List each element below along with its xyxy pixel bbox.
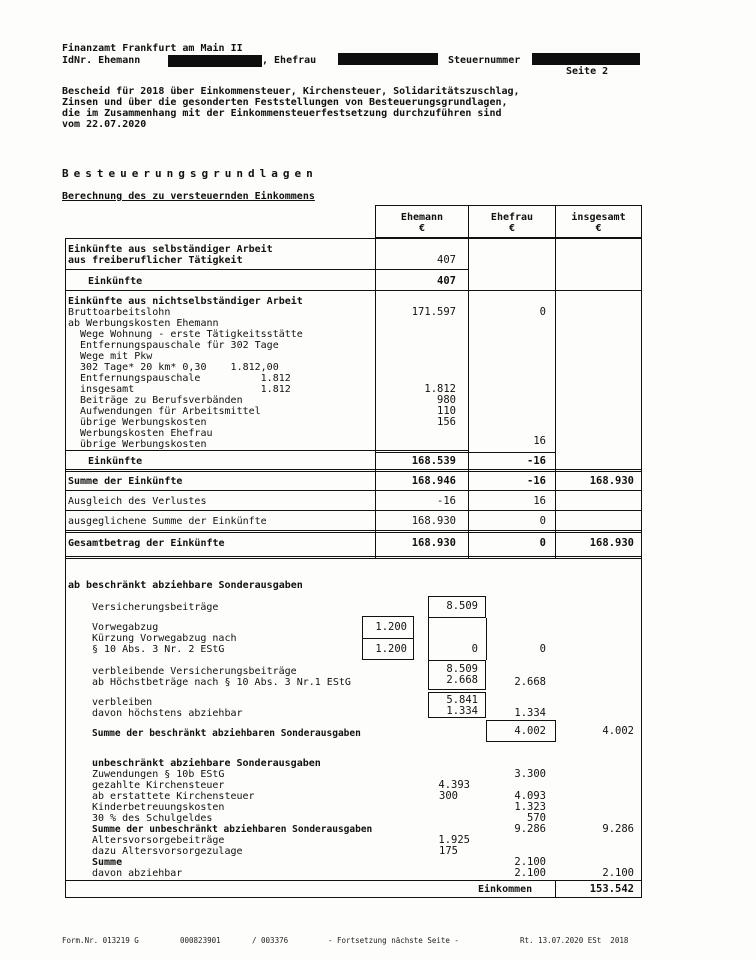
ehefrau-label: , Ehefrau xyxy=(262,55,317,66)
intro-line-4: vom 22.07.2020 xyxy=(62,119,147,130)
unbeschraenkt-line-5: Summe der unbeschränkt abziehbaren Sonderausgaben xyxy=(92,824,373,835)
kuerzung-ehefrau: 0 xyxy=(539,643,546,655)
vorwegabzug-value: 1.200 xyxy=(375,621,407,633)
sonder-title: ab beschränkt abziehbare Sonderausgaben xyxy=(68,580,303,591)
gesamtbetrag-insgesamt: 168.930 xyxy=(589,537,634,549)
selbst-sub: aus freiberuflicher Tätigkeit xyxy=(68,255,243,266)
ausgeglichen-ehefrau: 0 xyxy=(539,515,546,527)
nichtselbst-line-12: übrige Werbungskosten xyxy=(68,439,207,450)
tax-office-name: Finanzamt Frankfurt am Main II xyxy=(62,43,243,54)
unbeschraenkt-line-8: Summe xyxy=(92,857,123,868)
nichtselbst-line-3: Entfernungspauschale für 302 Tage xyxy=(68,340,279,351)
davon-hoechstens-label: davon höchstens abziehbar xyxy=(92,708,243,719)
nichtselbst-line-10: übrige Werbungskosten xyxy=(68,417,207,428)
footer-rt: Rt. 13.07.2020 ESt 2018 xyxy=(520,936,629,945)
steuernummer-label: Steuernummer xyxy=(448,55,521,66)
nichtselbst-line-4: Wege mit Pkw xyxy=(68,351,153,362)
footer-code-2: / 003376 xyxy=(252,936,289,945)
summe-beschraenkt-label: Summe der beschränkt abziehbaren Sonderausgaben xyxy=(92,728,361,739)
zuwendungen-value: 3.300 xyxy=(514,768,546,780)
kinderbetreuung-value: 1.323 xyxy=(514,801,546,813)
redacted-steuernummer xyxy=(532,53,640,65)
nichtselbst-line-7: insgesamt 1.812 xyxy=(68,384,291,395)
selbst-einkuenfte-label: Einkünfte xyxy=(88,276,143,287)
kuerzung-line-1: Kürzung Vorwegabzug nach xyxy=(92,633,237,644)
nichtselbst-title: Einkünfte aus nichtselbständiger Arbeit xyxy=(68,296,303,307)
unbeschraenkt-line-4: 30 % des Schulgeldes xyxy=(92,813,213,824)
altersvorsorge-zulage: 175 xyxy=(439,845,458,857)
unbeschraenkt-line-9: davon abziehbar xyxy=(92,868,183,879)
subsection-title: Berechnung des zu versteuernden Einkommens xyxy=(62,191,315,202)
unbeschraenkt-line-6: Altersvorsorgebeiträge xyxy=(92,835,225,846)
nichtselbst-einkuenfte-ehefrau: -16 xyxy=(527,455,546,467)
intro-line-2: Zinsen und über die gesonderten Feststellungen von Besteuerungsgrundlagen, xyxy=(62,97,508,108)
selbst-title: Einkünfte aus selbständiger Arbeit xyxy=(68,244,273,255)
gesamtbetrag-ehefrau: 0 xyxy=(539,537,546,549)
col-ehemann-currency: € xyxy=(418,223,426,234)
unbeschraenkt-line-7: dazu Altersvorsorgezulage xyxy=(92,846,243,857)
gesamtbetrag-ehemann: 168.930 xyxy=(411,537,456,549)
hoechst-ehefrau: 2.668 xyxy=(514,676,546,688)
col-insgesamt-currency: € xyxy=(595,223,602,234)
unbeschraenkt-line-0: Zuwendungen § 10b EStG xyxy=(92,769,225,780)
hoechst-label: ab Höchstbeträge nach § 10 Abs. 3 Nr.1 EStG xyxy=(92,677,351,688)
ausgleich-label: Ausgleich des Verlustes xyxy=(68,496,207,507)
col-insgesamt-label: insgesamt xyxy=(571,212,626,223)
uebrige-value: 156 xyxy=(437,416,456,428)
kirchensteuer-netto: 4.093 xyxy=(514,790,546,802)
verbleiben-label: verbleiben xyxy=(92,697,153,708)
gesamtbetrag-label: Gesamtbetrag der Einkünfte xyxy=(68,538,225,549)
davon-hoechstens-ehefrau: 1.334 xyxy=(514,707,546,719)
redacted-idnr-wife xyxy=(338,53,438,65)
verbleiben-value: 5.841 xyxy=(446,694,478,706)
nichtselbst-einkuenfte-label: Einkünfte xyxy=(88,456,143,467)
uebrige-ehefrau-value: 16 xyxy=(533,435,546,447)
footer-form-number: Form.Nr. 013219 G xyxy=(62,936,139,945)
verbleibende-label: verbleibende Versicherungsbeiträge xyxy=(92,666,297,677)
intro-line-3: die im Zusammenhang mit der Einkommensteuerfestsetzung durchzuführen sind xyxy=(62,108,502,119)
davon-abziehbar-insgesamt: 2.100 xyxy=(602,867,634,879)
section-title: Besteuerungsgrundlagen xyxy=(62,167,318,180)
col-ehefrau-label: Ehefrau xyxy=(490,212,534,223)
kirchensteuer-gezahlt: 4.393 xyxy=(438,779,470,791)
selbst-value: 407 xyxy=(437,254,456,266)
kuerzung-value: 1.200 xyxy=(375,643,407,655)
summe-label: Summe der Einkünfte xyxy=(68,476,183,487)
summe-insgesamt: 168.930 xyxy=(589,475,634,487)
nichtselbst-line-5: 302 Tage* 20 km* 0,30 1.812,00 xyxy=(68,362,279,373)
nichtselbst-line-2: Wege Wohnung - erste Tätigkeitsstätte xyxy=(68,329,303,340)
nichtselbst-line-11: Werbungskosten Ehefrau xyxy=(68,428,213,439)
ausgeglichen-ehemann: 168.930 xyxy=(411,515,456,527)
nichtselbst-line-1: ab Werbungskosten Ehemann xyxy=(68,318,219,329)
col-ehefrau-currency: € xyxy=(508,223,516,234)
col-ehemann-label: Ehemann xyxy=(400,212,444,223)
summe-unbeschraenkt-insgesamt: 9.286 xyxy=(602,823,634,835)
unbeschraenkt-line-3: Kinderbetreuungskosten xyxy=(92,802,225,813)
kuerzung-ehemann: 0 xyxy=(471,643,478,655)
ausgleich-ehemann: -16 xyxy=(437,495,456,507)
summe-ehefrau: -16 xyxy=(527,475,546,487)
nichtselbst-line-0: Bruttoarbeitslohn xyxy=(68,307,171,318)
summe-beschraenkt-insgesamt: 4.002 xyxy=(602,725,634,737)
footer-continue: - Fortsetzung nächste Seite - xyxy=(328,936,459,945)
davon-abziehbar-ehefrau: 2.100 xyxy=(514,867,546,879)
einkommen-label: Einkommen xyxy=(478,884,533,895)
davon-hoechstens-value: 1.334 xyxy=(446,705,478,717)
arbeitsmittel-value: 110 xyxy=(437,405,456,417)
altersvorsorge-beitraege: 1.925 xyxy=(438,834,470,846)
unbeschraenkt-line-1: gezahlte Kirchensteuer xyxy=(92,780,225,791)
verbleibende-value: 8.509 xyxy=(446,663,478,675)
nichtselbst-line-9: Aufwendungen für Arbeitsmittel xyxy=(68,406,261,417)
brutto-ehemann: 171.597 xyxy=(411,306,456,318)
summe-ehemann: 168.946 xyxy=(411,475,456,487)
brutto-ehefrau: 0 xyxy=(539,306,546,318)
nichtselbst-line-8: Beiträge zu Berufsverbänden xyxy=(68,395,243,406)
nichtselbst-line-6: Entfernungspauschale 1.812 xyxy=(68,373,291,384)
kirchensteuer-erstattet: 300 xyxy=(439,790,458,802)
kuerzung-line-2: § 10 Abs. 3 Nr. 2 EStG xyxy=(92,644,225,655)
ausgeglichen-label: ausgeglichene Summe der Einkünfte xyxy=(68,516,267,527)
nichtselbst-einkuenfte-ehemann: 168.539 xyxy=(411,455,456,467)
intro-line-1: Bescheid für 2018 über Einkommensteuer, Kirchensteuer, Solidaritätszuschlag, xyxy=(62,86,520,97)
idnr-label: IdNr. Ehemann xyxy=(62,55,141,66)
versicherung-value: 8.509 xyxy=(446,600,478,612)
page-number: Seite 2 xyxy=(566,66,609,77)
summe-unbeschraenkt-ehefrau: 9.286 xyxy=(514,823,546,835)
beitraege-value: 980 xyxy=(437,394,456,406)
vorwegabzug-label: Vorwegabzug xyxy=(92,622,159,633)
unbeschraenkt-title: unbeschränkt abziehbare Sonderausgaben xyxy=(92,758,321,769)
schulgeld-value: 570 xyxy=(527,812,546,824)
summe-beschraenkt-ehefrau: 4.002 xyxy=(514,725,546,737)
ausgleich-ehefrau: 16 xyxy=(533,495,546,507)
einkommen-value: 153.542 xyxy=(589,883,634,895)
redacted-idnr-husband xyxy=(168,55,262,67)
summe-altersvorsorge: 2.100 xyxy=(514,856,546,868)
versicherung-label: Versicherungsbeiträge xyxy=(92,602,219,613)
footer-code-1: 000823901 xyxy=(180,936,221,945)
selbst-einkuenfte-value: 407 xyxy=(437,275,456,287)
hoechst-value: 2.668 xyxy=(446,674,478,686)
insgesamt-value: 1.812 xyxy=(424,383,456,395)
unbeschraenkt-line-2: ab erstattete Kirchensteuer xyxy=(92,791,255,802)
